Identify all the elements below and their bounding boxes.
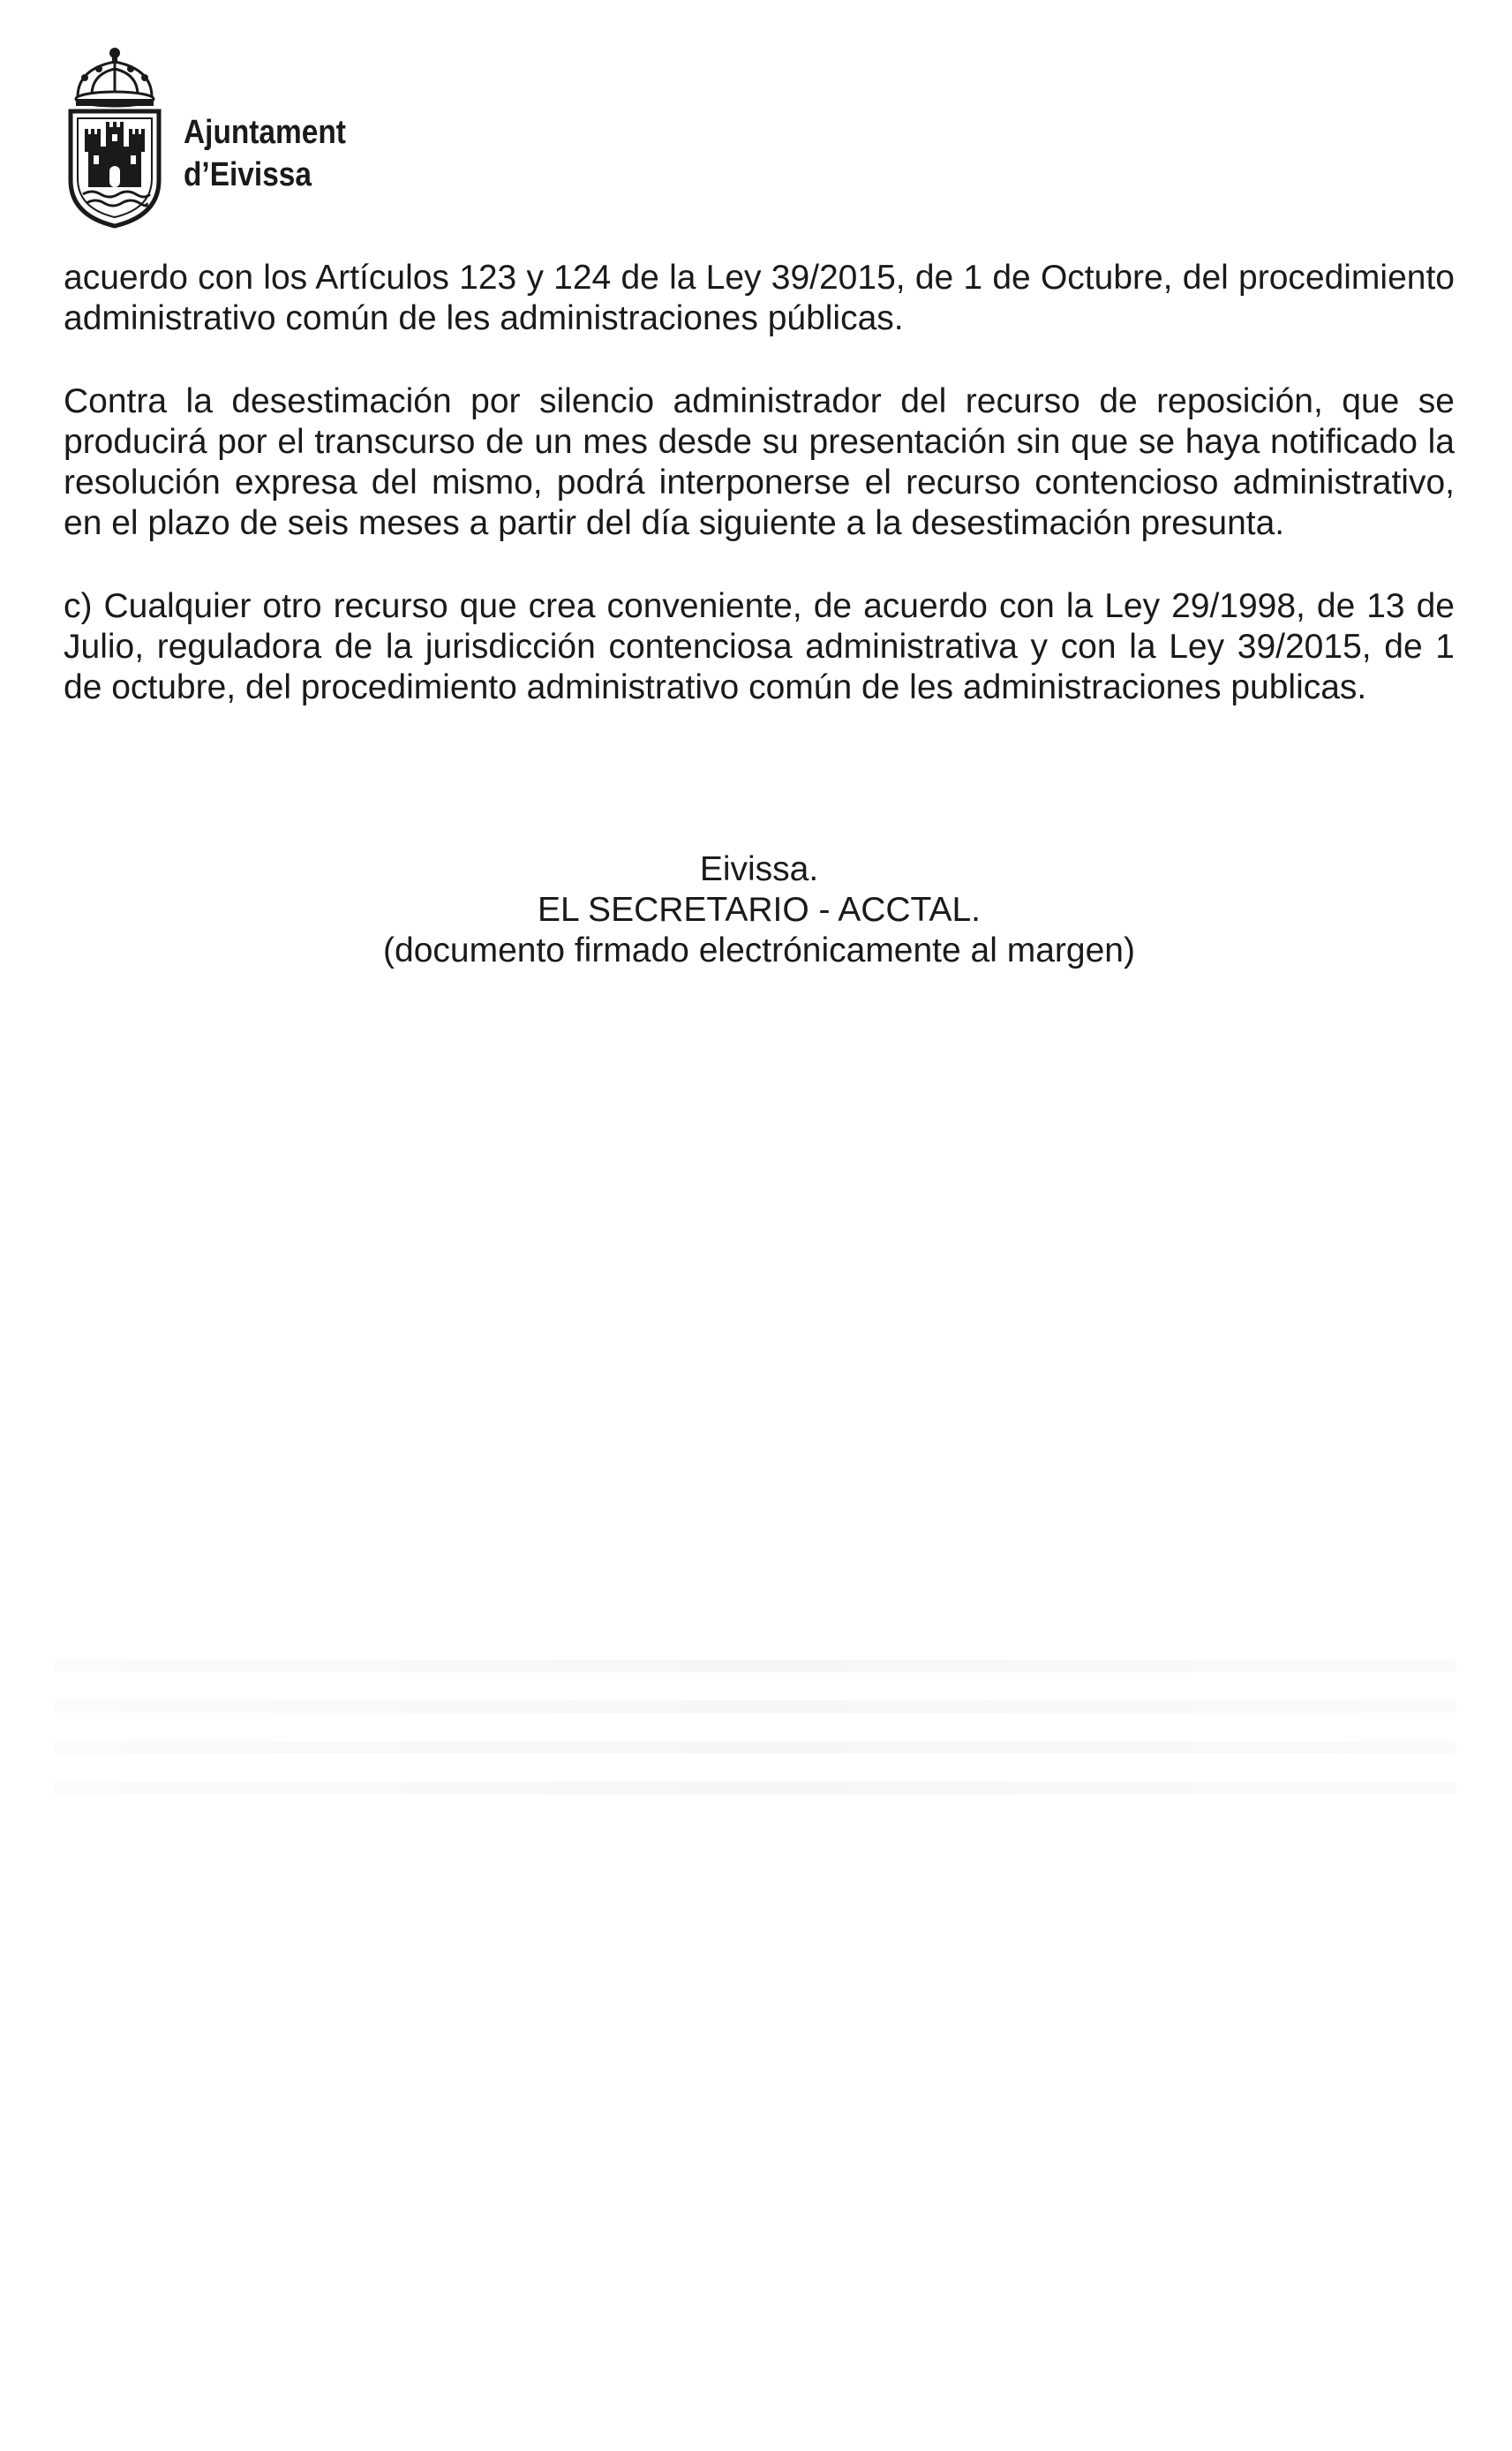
scan-show-through <box>53 1660 1456 1672</box>
organization-name-line2: d’Eivissa <box>184 156 312 193</box>
signature-role: EL SECRETARIO - ACCTAL. <box>537 891 982 929</box>
scan-show-through <box>53 1782 1456 1794</box>
coat-of-arms-icon <box>65 42 164 230</box>
paragraph-silence-appeal: Contra la desestimación por silencio administrador del recurso de reposición, que se producirá por el transcurso de un mes desde su presentación sin que se haya notificado la resolución expresa del mismo, podrá interponerse el recurso contencioso administrativo, en el plazo de seis meses a partir del día siguiente a la desestimación presunta. <box>64 382 1455 542</box>
organization-name-line1: Ajuntament <box>184 114 346 151</box>
signature-block <box>64 849 1455 971</box>
document-body <box>64 258 1455 708</box>
signature-note: (documento firmado electrónicamente al margen) <box>383 931 1135 969</box>
scan-show-through <box>53 1701 1456 1713</box>
paragraph-other-appeal: c) Cualquier otro recurso que crea conveniente, de acuerdo con la Ley 29/1998, de 13 de Julio, reguladora de la jurisdicción contenciosa administrativa y con la Ley 39/2015, de 1 de octubre, del procedimiento administrativo común de les administraciones publicas. <box>64 587 1455 706</box>
organization-name <box>184 111 346 196</box>
signature-place: Eivissa. <box>699 850 819 888</box>
scan-show-through <box>53 1741 1456 1753</box>
letterhead <box>65 42 368 230</box>
paragraph-legal-basis: acuerdo con los Artículos 123 y 124 de la Ley 39/2015, de 1 de Octubre, del procedimiento administrativo común de les administraciones públicas. <box>64 259 1455 337</box>
